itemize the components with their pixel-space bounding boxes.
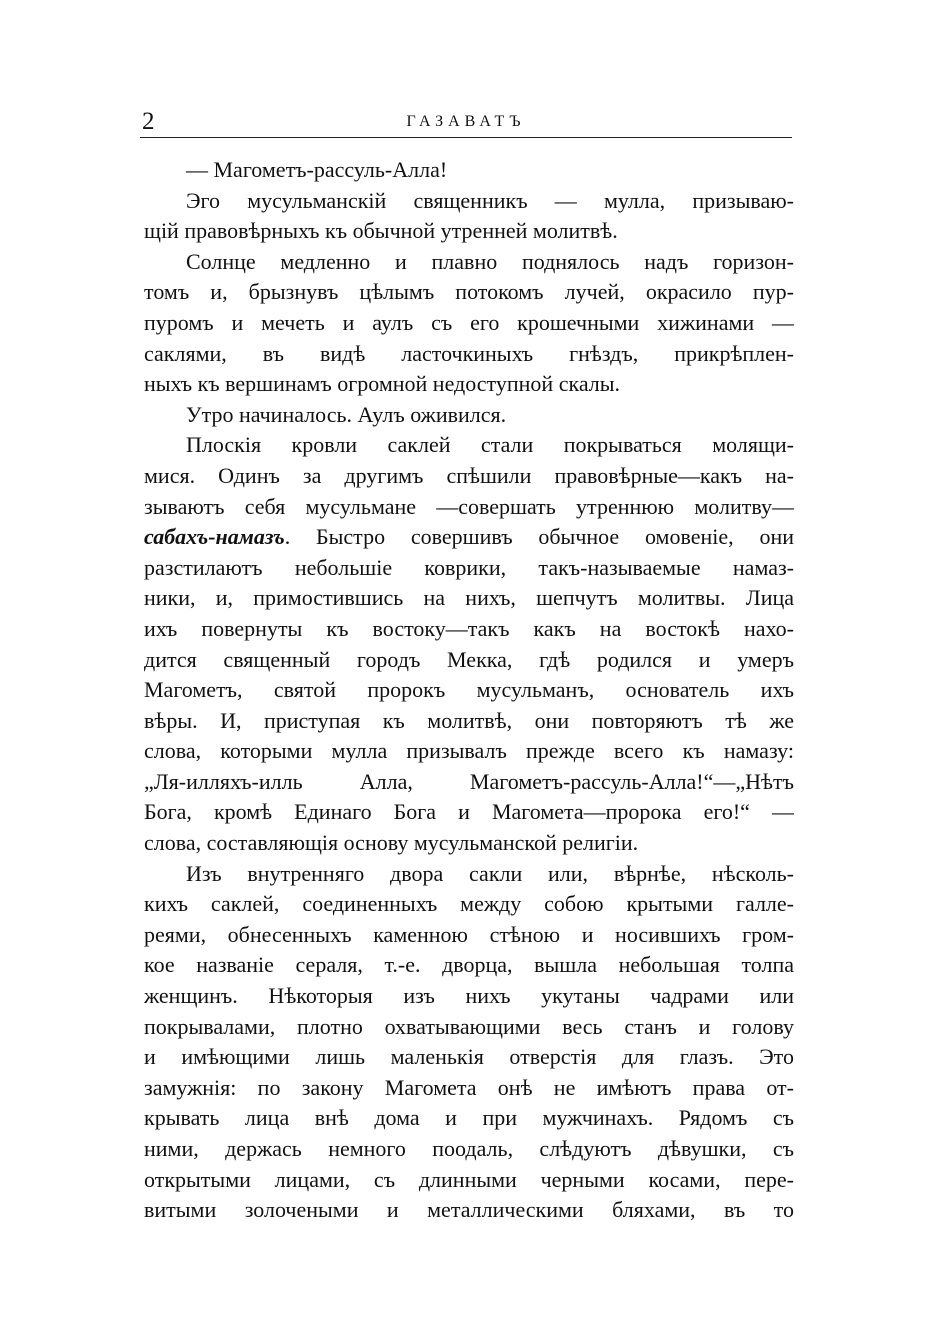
text-line: ники, и, примостившись на нихъ, шепчутъ молитвы. Лица xyxy=(144,585,794,611)
text-line: женщинъ. Нѣкоторыя изъ нихъ укутаны чадрами или xyxy=(144,983,794,1009)
text-line: дится священный городъ Мекка, гдѣ родился и умеръ xyxy=(144,646,794,672)
body-text xyxy=(144,155,794,1226)
text-line: Утро начиналось. Аулъ оживился. xyxy=(186,401,507,427)
text-line: „Ля-илляхъ-илль Алла, Магометъ-рассуль-Алла!“—„Нѣтъ xyxy=(144,768,794,794)
text-line: ихъ повернуты къ востоку—такъ какъ на востокѣ нахо- xyxy=(144,615,794,641)
header-rule xyxy=(140,137,792,138)
text-line: и имѣющими лишь маленькія отверстія для глазъ. Это xyxy=(144,1044,794,1070)
text-line: щій правовѣрныхъ къ обычной утренней молитвѣ. xyxy=(144,218,618,244)
text-line: сабахъ-намазъ. Быстро совершивъ обычное омовеніе, они xyxy=(144,524,794,550)
text-line: слова, которыми мулла призывалъ прежде всего къ намазу: xyxy=(144,738,794,764)
text-line: Плоскія кровли саклей стали покрываться молящи- xyxy=(186,432,794,458)
text-line: вѣры. И, приступая къ молитвѣ, они повторяютъ тѣ же xyxy=(144,707,794,733)
text-line: ними, держась немного поодаль, слѣдуютъ дѣвушки, съ xyxy=(144,1136,794,1161)
running-title: ГАЗАВАТЪ xyxy=(406,113,526,130)
text-line: слова, составляющія основу мусульманской религіи. xyxy=(144,830,639,856)
text-line: замужнія: по закону Магомета онѣ не имѣютъ права от- xyxy=(144,1074,794,1100)
text-line: мися. Одинъ за другимъ спѣшили правовѣрные—какъ на- xyxy=(144,462,794,488)
text-line: — Магометъ-рассуль-Алла! xyxy=(186,157,448,182)
text-line: реями, обнесенныхъ каменною стѣною и носившихъ гром- xyxy=(144,921,794,947)
text-line: открытыми лицами, съ длинными черными косами, пере- xyxy=(144,1166,794,1192)
text-line: Солнце медленно и плавно поднялось надъ горизон- xyxy=(186,248,794,274)
text-line: крывать лица внѣ дома и при мужчинахъ. Рядомъ съ xyxy=(144,1105,794,1131)
text-line: зываютъ себя мусульмане —совершать утреннюю молитву— xyxy=(144,493,794,519)
text-line: витыми золочеными и металлическими бляхами, въ то xyxy=(144,1197,794,1223)
text-line: пуромъ и мечеть и аулъ съ его крошечными хижинами — xyxy=(144,309,794,335)
emphasized-term: сабахъ-намазъ xyxy=(144,524,285,550)
text-line: саклями, въ видѣ ласточкиныхъ гнѣздъ, прикрѣплен- xyxy=(144,340,794,366)
text-line: Бога, кромѣ Единаго Бога и Магомета—пророка его!“ — xyxy=(144,799,794,825)
text-line: Изъ внутренняго двора сакли или, вѣрнѣе, нѣсколь- xyxy=(186,860,794,886)
text-line: томъ и, брызнувъ цѣлымъ потокомъ лучей, окрасило пур- xyxy=(144,279,794,305)
text-line: кое названіе сераля, т.-е. дворца, вышла небольшая толпа xyxy=(144,952,794,978)
text-line: кихъ саклей, соединенныхъ между собою крытыми галле- xyxy=(144,891,794,917)
running-header xyxy=(140,108,792,136)
text-line: разстилаютъ небольшіе коврики, такъ-называемые намаз- xyxy=(144,554,794,580)
page-number: 2 xyxy=(142,108,155,135)
text-line: Эго мусульманскій священникъ — мулла, призываю- xyxy=(186,187,794,213)
text-line: ныхъ къ вершинамъ огромной недоступной скалы. xyxy=(144,371,621,397)
text-line: покрывалами, плотно охватывающими весь станъ и голову xyxy=(144,1013,794,1039)
text-line: Магометъ, святой пророкъ мусульманъ, основатель ихъ xyxy=(144,677,794,703)
